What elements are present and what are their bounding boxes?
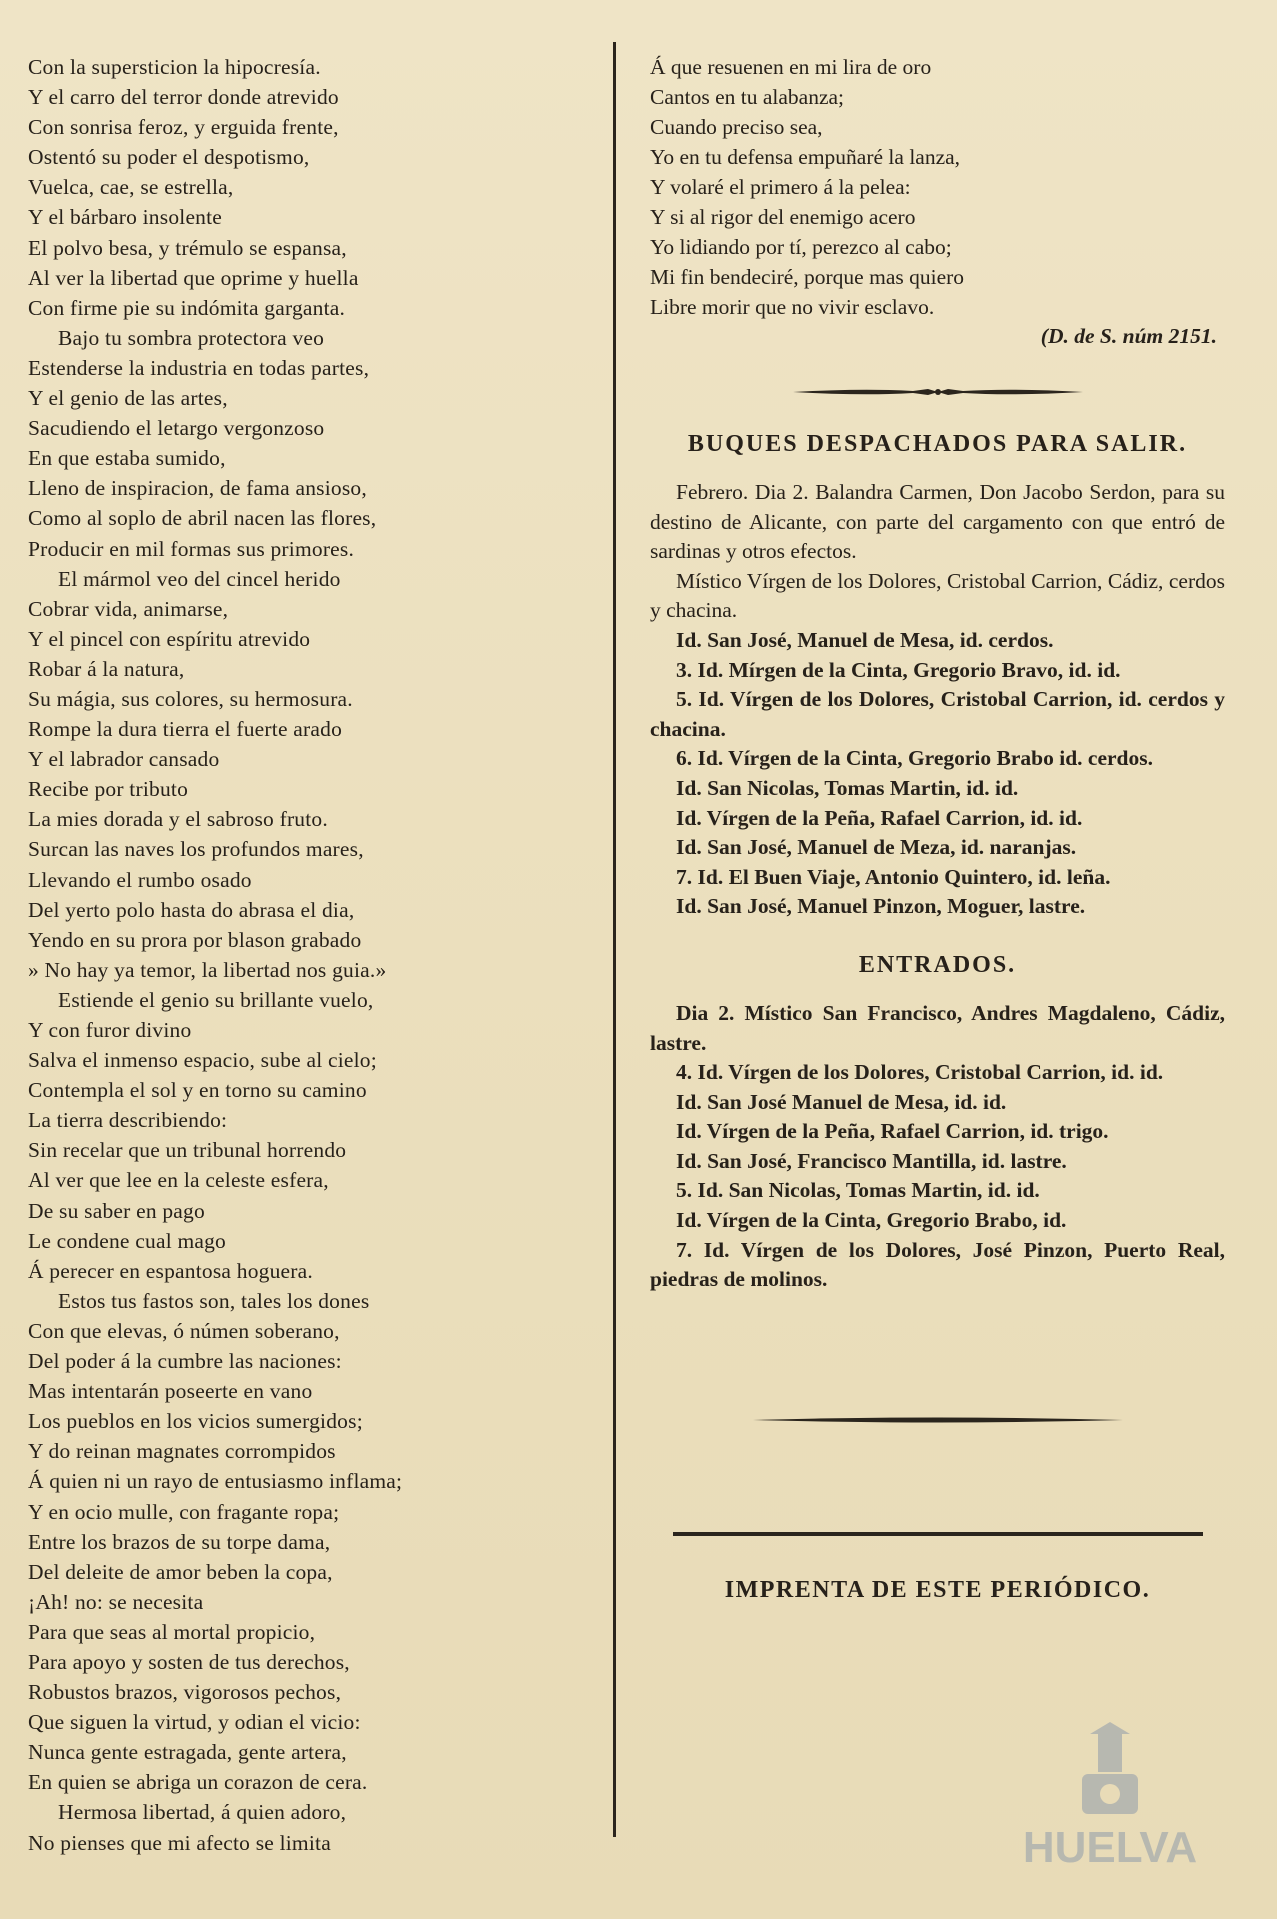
- ship-entry: Id. San José, Manuel de Mesa, id. cerdos.: [676, 627, 1054, 652]
- poem-line: Los pueblos en los vicios sumergidos;: [28, 1409, 363, 1434]
- poem-line: ¡Ah! no: se necesita: [28, 1589, 204, 1614]
- poem-line: Nunca gente estragada, gente artera,: [28, 1740, 347, 1765]
- poem-line: Con la supersticion la hipocresía.: [28, 55, 321, 79]
- poem-line: Llevando el rumbo osado: [28, 867, 252, 892]
- poem-line: En que estaba sumido,: [28, 446, 226, 471]
- poem-line: Á perecer en espantosa hoguera.: [28, 1258, 313, 1283]
- poem-line: La tierra describiendo:: [28, 1108, 228, 1133]
- thick-rule: [753, 1415, 1123, 1425]
- right-column: [650, 52, 1225, 1604]
- poem-signature: (D. de S. núm 2151.: [1040, 324, 1217, 348]
- ornament-divider: [793, 385, 1083, 399]
- poem-line: Con sonrisa feroz, y erguida frente,: [28, 115, 339, 140]
- poem-line: Con firme pie su indómita garganta.: [28, 295, 346, 320]
- poem-line: Le condene cual mago: [28, 1228, 227, 1253]
- poem-line: Estiende el genio su brillante vuelo,: [58, 987, 374, 1012]
- poem-line: Lleno de inspiracion, de fama ansioso,: [28, 476, 367, 501]
- poem-line: Robustos brazos, vigorosos pechos,: [28, 1680, 342, 1705]
- poem-line: Salva el inmenso espacio, sube al cielo;: [28, 1048, 377, 1073]
- dispatched-list: [650, 478, 1225, 922]
- poem-line: Yo en tu defensa empuñaré la lanza,: [650, 145, 961, 169]
- poem-line: De su saber en pago: [28, 1198, 205, 1223]
- poem-line: Y volaré el primero á la pelea:: [650, 175, 911, 199]
- poem-line: El polvo besa, y trémulo se espansa,: [28, 235, 347, 260]
- poem-line: » No hay ya temor, la libertad nos guia.»: [28, 957, 387, 982]
- poem-line: Vuelca, cae, se estrella,: [28, 175, 234, 200]
- printer-footer: IMPRENTA DE ESTE PERIÓDICO.: [724, 1576, 1151, 1603]
- poem-line: Producir en mil formas sus primores.: [28, 536, 355, 561]
- poem-line: Estos tus fastos son, tales los dones: [58, 1288, 370, 1313]
- ship-entry: Id. Vírgen de la Cinta, Gregorio Brabo, id.: [676, 1208, 1067, 1233]
- poem-line: Entre los brazos de su torpe dama,: [28, 1529, 331, 1554]
- poem-line: Libre morir que no vivir esclavo.: [650, 295, 935, 319]
- poem-line: Recibe por tributo: [28, 777, 189, 802]
- poem-continuation: [650, 52, 1225, 322]
- library-stamp: [990, 1712, 1230, 1882]
- poem-line: Robar á la natura,: [28, 656, 185, 681]
- ship-entry: 4. Id. Vírgen de los Dolores, Cristobal Carrion, id. id.: [676, 1060, 1164, 1085]
- poem-line: Y el bárbaro insolente: [28, 205, 223, 230]
- poem-line: Contempla el sol y en torno su camino: [28, 1078, 367, 1103]
- poem-line: Del poder á la cumbre las naciones:: [28, 1349, 342, 1374]
- arrived-title: ENTRADOS.: [858, 951, 1017, 978]
- poem-line: Su mágia, sus colores, su hermosura.: [28, 686, 353, 711]
- poem-line: Sin recelar que un tribunal horrendo: [28, 1138, 347, 1163]
- poem-line: Mi fin bendeciré, porque mas quiero: [650, 265, 965, 289]
- ship-entry: 3. Id. Mírgen de la Cinta, Gregorio Bravo, id. id.: [676, 657, 1121, 682]
- ship-entry: Id. San Nicolas, Tomas Martin, id. id.: [676, 775, 1019, 800]
- poem-line: Bajo tu sombra protectora veo: [58, 325, 325, 350]
- poem-line: Hermosa libertad, á quien adoro,: [58, 1800, 347, 1825]
- poem-line: Y el genio de las artes,: [28, 386, 228, 411]
- poem-line: Con que elevas, ó númen soberano,: [28, 1318, 340, 1343]
- poem-line: Que siguen la virtud, y odian el vicio:: [28, 1710, 361, 1735]
- poem-line: Cantos en tu alabanza;: [650, 85, 845, 109]
- poem-line: No pienses que mi afecto se limita: [28, 1830, 331, 1855]
- ship-entry: Id. San José Manuel de Mesa, id. id.: [676, 1089, 1007, 1114]
- poem-line: Y el carro del terror donde atrevido: [28, 85, 339, 110]
- ship-entry: 6. Id. Vírgen de la Cinta, Gregorio Brabo id. cerdos.: [676, 746, 1153, 771]
- poem-line: Yendo en su prora por blason grabado: [28, 927, 362, 952]
- ship-entry: Id. San José, Manuel de Meza, id. naranjas.: [676, 835, 1077, 860]
- poem-line: Y do reinan magnates corrompidos: [28, 1439, 336, 1464]
- poem-line: Del yerto polo hasta do abrasa el dia,: [28, 897, 355, 922]
- poem-line: Ostentó su poder el despotismo,: [28, 145, 310, 170]
- ship-entry: Id. Vírgen de la Peña, Rafael Carrion, id. trigo.: [676, 1119, 1109, 1144]
- poem-line: Y con furor divino: [28, 1018, 192, 1042]
- arrived-list: [650, 999, 1225, 1295]
- poem-line: Como al soplo de abril nacen las flores,: [28, 506, 377, 531]
- poem-line: Á quien ni un rayo de entusiasmo inflama;: [28, 1469, 403, 1494]
- poem-line: Al ver que lee en la celeste esfera,: [28, 1168, 329, 1193]
- poem-line: Cobrar vida, animarse,: [28, 596, 229, 621]
- poem-line: Al ver la libertad que oprime y huella: [28, 265, 359, 290]
- poem-line: Sacudiendo el letargo vergonzoso: [28, 416, 325, 441]
- ship-entry: Id. Vírgen de la Peña, Rafael Carrion, id. id.: [676, 805, 1083, 830]
- poem-line: Y el labrador cansado: [28, 747, 220, 772]
- bottom-rule: [673, 1531, 1203, 1537]
- ship-entry: Id. San José, Francisco Mantilla, id. lastre.: [676, 1148, 1067, 1173]
- ship-entry: 7. Id. Vírgen de los Dolores, José Pinzon, Puerto Real, piedras de molinos.: [650, 1237, 1225, 1292]
- ship-entry: 5. Id. San Nicolas, Tomas Martin, id. id.: [676, 1178, 1040, 1203]
- poem-line: La mies dorada y el sabroso fruto.: [28, 807, 328, 832]
- poem-line: Y el pincel con espíritu atrevido: [28, 626, 311, 651]
- poem-line: Estenderse la industria en todas partes,: [28, 355, 370, 380]
- poem-line: El mármol veo del cincel herido: [58, 566, 341, 591]
- poem-line: Cuando preciso sea,: [650, 115, 823, 139]
- poem-line: Á que resuenen en mi lira de oro: [650, 55, 932, 79]
- poem-line: Rompe la dura tierra el fuerte arado: [28, 717, 343, 742]
- poem-line: Del deleite de amor beben la copa,: [28, 1559, 333, 1584]
- ship-entry: Místico Vírgen de los Dolores, Cristobal Carrion, Cádiz, cerdos y chacina.: [650, 568, 1225, 623]
- poem-line: Para apoyo y sosten de tus derechos,: [28, 1649, 350, 1674]
- stamp-text: HUELVA: [1022, 1823, 1198, 1872]
- ship-entry: Febrero. Dia 2. Balandra Carmen, Don Jacobo Serdon, para su destino de Alicante, con parte del cargamento con que entró de sardinas y otros efectos.: [650, 480, 1225, 564]
- ship-entry: 5. Id. Vírgen de los Dolores, Cristobal Carrion, id. cerdos y chacina.: [650, 687, 1225, 741]
- ship-entry: Id. San José, Manuel Pinzon, Moguer, lastre.: [676, 894, 1086, 919]
- dispatched-title: BUQUES DESPACHADOS PARA SALIR.: [687, 431, 1188, 457]
- poem-line: Surcan las naves los profundos mares,: [28, 837, 364, 862]
- poem-line: Yo lidiando por tí, perezco al cabo;: [650, 235, 952, 259]
- ship-entry: Dia 2. Místico San Francisco, Andres Magdaleno, Cádiz, lastre.: [650, 1000, 1225, 1055]
- left-column-poem: [28, 52, 603, 1858]
- ship-entry: 7. Id. El Buen Viaje, Antonio Quintero, id. leña.: [676, 864, 1111, 889]
- poem-line: Para que seas al mortal propicio,: [28, 1619, 316, 1644]
- poem-line: En quien se abriga un corazon de cera.: [28, 1770, 368, 1795]
- column-divider: [613, 42, 616, 1837]
- poem-line: Mas intentarán poseerte en vano: [28, 1379, 313, 1404]
- poem-line: Y en ocio mulle, con fragante ropa;: [28, 1499, 340, 1524]
- poem-line: Y si al rigor del enemigo acero: [650, 205, 916, 229]
